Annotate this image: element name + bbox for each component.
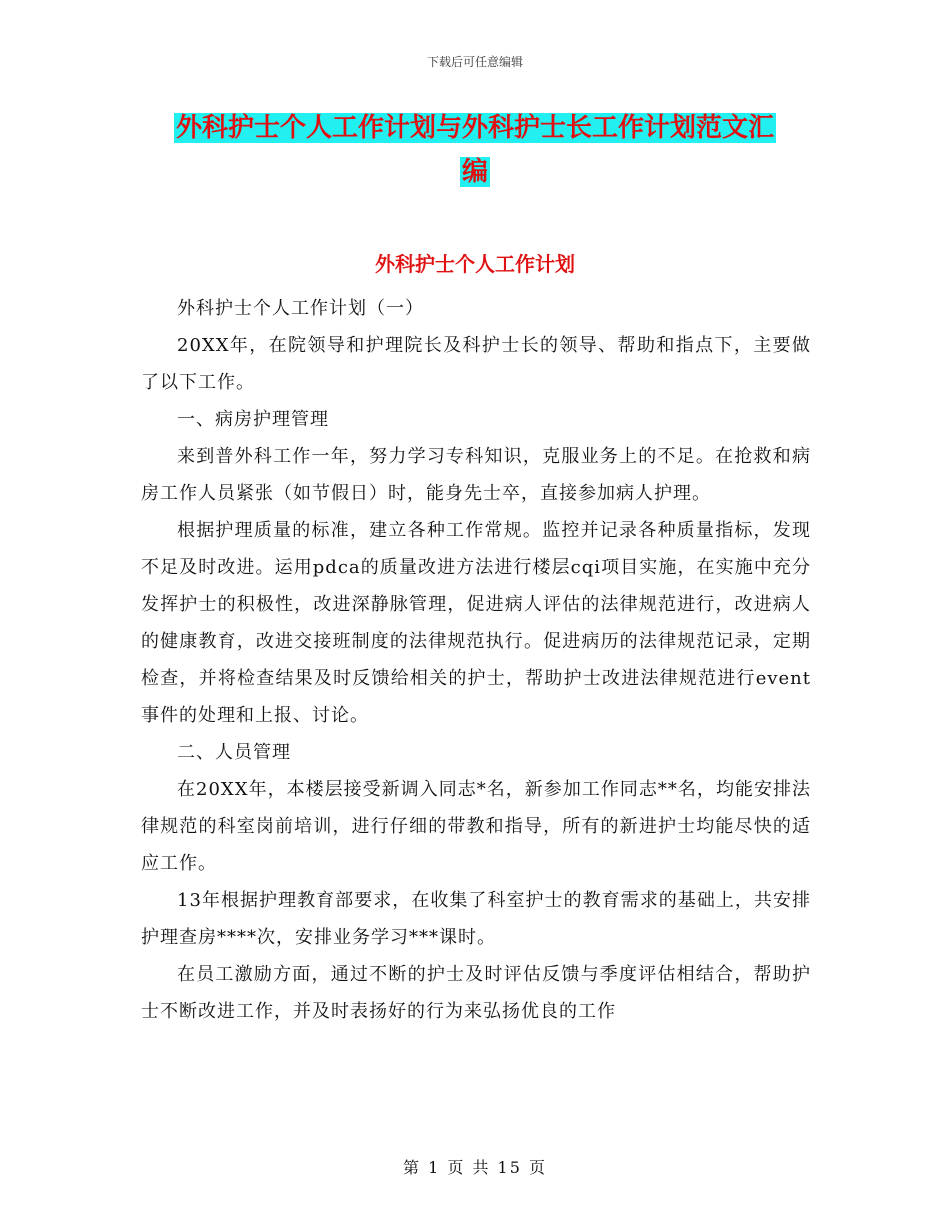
header-note: 下载后可任意编辑 bbox=[426, 55, 523, 69]
page-footer: 第 1 页 共 15 页 bbox=[403, 1158, 547, 1177]
paragraph-heading-ward-management: 一、病房护理管理 bbox=[177, 409, 329, 430]
paragraph: 在员工激励方面，通过不断的护士及时评估反馈与季度评估相结合，帮助护士不断改进工作，并及时表扬好的行为来弘扬优良的工作 bbox=[141, 964, 811, 1022]
paragraph: 来到普外科工作一年，努力学习专科知识，克服业务上的不足。在抢救和病房工作人员紧张（如节假日）时，能身先士卒，直接参加病人护理。 bbox=[141, 446, 811, 504]
paragraph-heading-staff-management: 二、人员管理 bbox=[177, 742, 291, 763]
document-title-line1: 外科护士个人工作计划与外科护士长工作计划范文汇 bbox=[175, 113, 774, 143]
document-title-line2: 编 bbox=[461, 157, 488, 187]
document-title bbox=[0, 106, 950, 194]
section-heading: 外科护士个人工作计划 bbox=[375, 252, 575, 276]
document-body bbox=[141, 290, 811, 1030]
paragraph: 13年根据护理教育部要求，在收集了科室护士的教育需求的基础上，共安排护理查房****次，安排业务学习***课时。 bbox=[141, 890, 811, 948]
paragraph: 20XX年，在院领导和护理院长及科护士长的领导、帮助和指点下，主要做了以下工作。 bbox=[141, 335, 811, 393]
paragraph: 根据护理质量的标准，建立各种工作常规。监控并记录各种质量指标，发现不足及时改进。运用pdca的质量改进方法进行楼层cqi项目实施，在实施中充分发挥护士的积极性，改进深静脉管理，促进病人评估的法律规范进行，改进病人的健康教育，改进交接班制度的法律规范执行。促进病历的法律规范记录，定期检查，并将检查结果及时反馈给相关的护士，帮助护士改进法律规范进行event事件的处理和上报、讨论。 bbox=[141, 520, 811, 726]
paragraph-subtitle: 外科护士个人工作计划（一） bbox=[177, 298, 424, 319]
paragraph: 在20XX年，本楼层接受新调入同志*名，新参加工作同志**名，均能安排法律规范的科室岗前培训，进行仔细的带教和指导，所有的新进护士均能尽快的适应工作。 bbox=[141, 779, 811, 874]
